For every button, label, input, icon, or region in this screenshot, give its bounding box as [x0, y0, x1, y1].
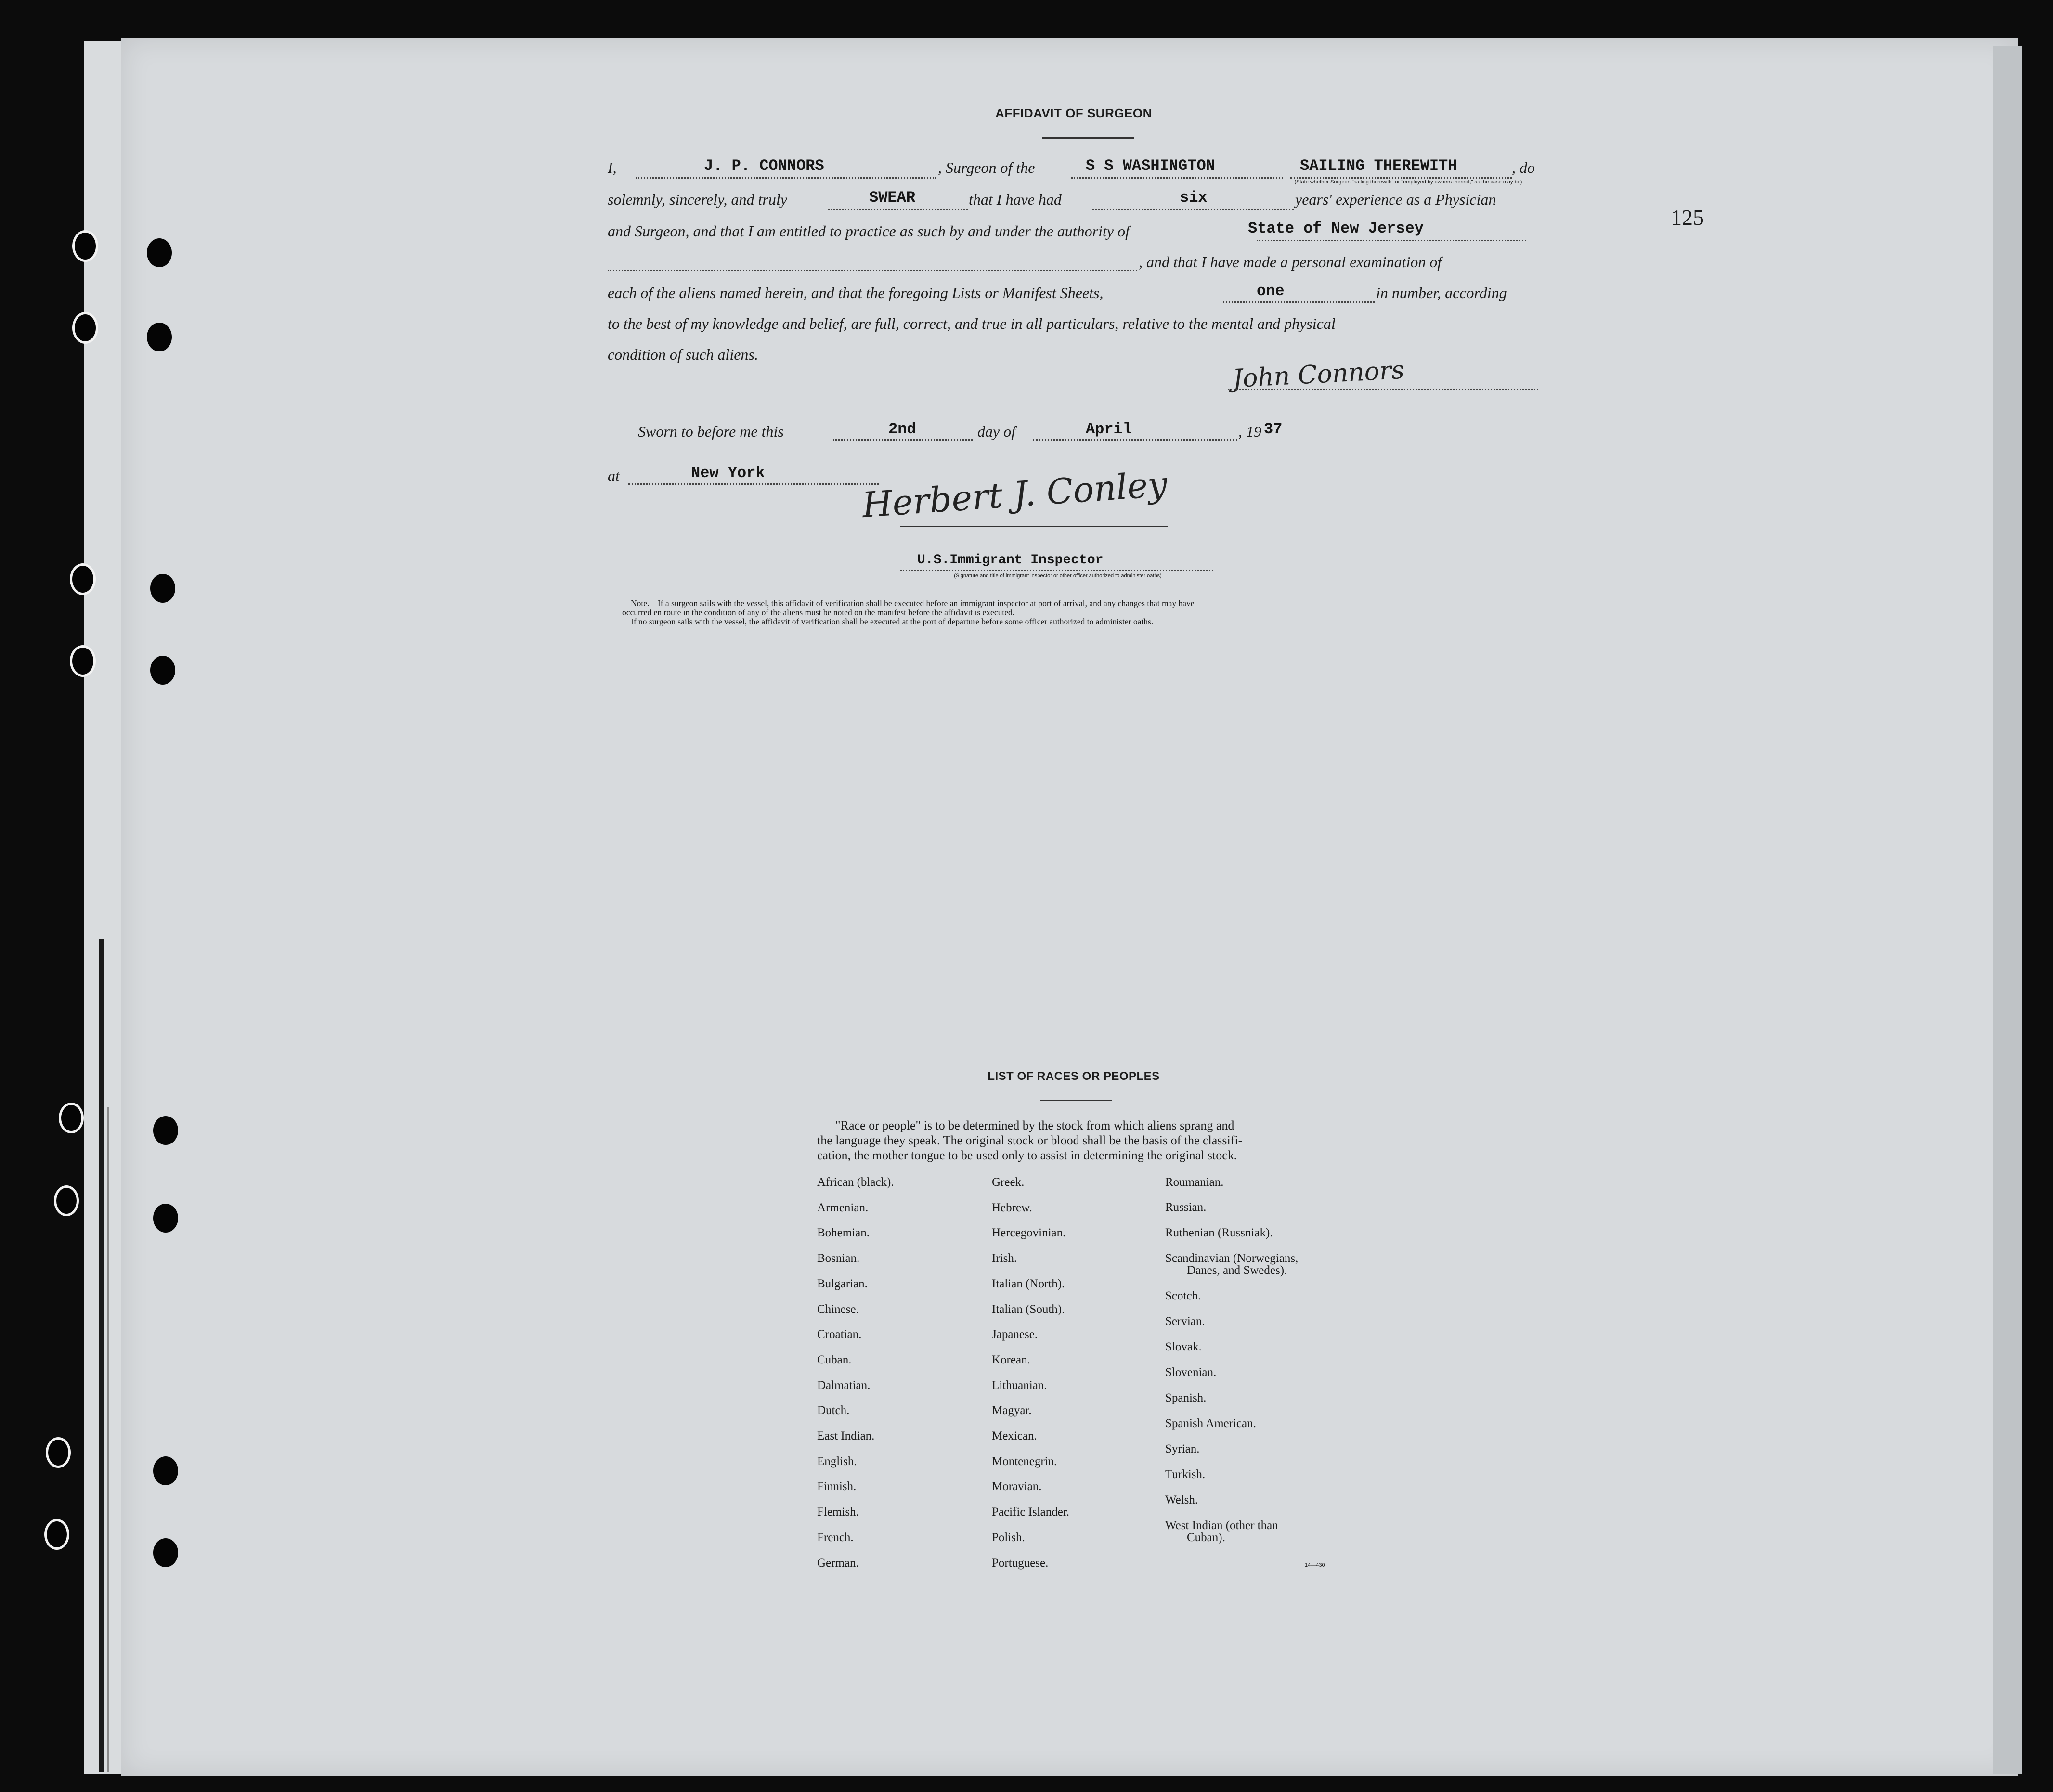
affidavit-text: years' experience as a Physician	[1295, 191, 1496, 208]
race-item: West Indian (other than	[1165, 1519, 1278, 1532]
race-item: Slovak.	[1165, 1340, 1202, 1353]
race-item: Chinese.	[817, 1303, 859, 1316]
race-item: Bosnian.	[817, 1252, 860, 1265]
inspector-caption: (Signature and title of immigrant inspector or other officer authorized to administer oaths)	[954, 573, 1162, 579]
race-item: Flemish.	[817, 1506, 859, 1519]
race-item: Bulgarian.	[817, 1277, 868, 1290]
page-edge	[1993, 46, 2022, 1774]
races-intro: "Race or people" is to be determined by the stock from which aliens sprang and	[835, 1118, 1234, 1132]
note-text: If no surgeon sails with the vessel, the affidavit of verification shall be executed at the port of departure before some officer authorized to administer oaths.	[631, 617, 1154, 626]
vessel-name: S S WASHINGTON	[1086, 157, 1215, 175]
affidavit-text: to the best of my knowledge and belief, are full, correct, and true in all particulars, relative to the mental and physical	[608, 315, 1336, 332]
races-title: LIST OF RACES OR PEOPLES	[988, 1070, 1160, 1083]
fill-line	[828, 209, 968, 210]
race-item: Italian (South).	[992, 1303, 1065, 1316]
fill-line	[1092, 209, 1294, 210]
punch-hole	[153, 1538, 178, 1567]
race-item: Lithuanian.	[992, 1379, 1047, 1392]
fill-line	[1223, 301, 1375, 303]
affidavit-text: in number, according	[1376, 284, 1507, 301]
punch-hole	[150, 656, 175, 685]
race-item: Spanish American.	[1165, 1417, 1256, 1430]
race-item: German.	[817, 1557, 859, 1570]
races-intro: cation, the mother tongue to be used only to assist in determining the original stock.	[817, 1148, 1237, 1162]
race-item: Dutch.	[817, 1404, 850, 1417]
note-text: Note.—If a surgeon sails with the vessel, this affidavit of verification shall be executed before an immigrant inspector at port of arrival, and any changes that may have	[631, 598, 1195, 608]
race-item: Syrian.	[1165, 1442, 1200, 1455]
title-rule	[1040, 1100, 1112, 1101]
fill-line	[1290, 177, 1512, 179]
punch-hole	[44, 1519, 69, 1550]
affidavit-text: and Surgeon, and that I am entitled to practice as such by and under the authority of	[608, 222, 1130, 240]
affidavit-text: solemnly, sincerely, and truly	[608, 191, 787, 208]
signature-line	[900, 526, 1168, 527]
surgeon-status: SAILING THEREWITH	[1300, 157, 1457, 175]
race-item: Pacific Islander.	[992, 1506, 1070, 1519]
sworn-place: New York	[691, 464, 765, 482]
race-item: Slovenian.	[1165, 1366, 1217, 1379]
race-item: Greek.	[992, 1176, 1025, 1189]
race-item: Italian (North).	[992, 1277, 1065, 1290]
race-item: Croatian.	[817, 1328, 862, 1341]
punch-hole	[70, 563, 96, 595]
punch-hole	[153, 1116, 178, 1145]
race-item: Scotch.	[1165, 1289, 1201, 1302]
affidavit-text: , and that I have made a personal examination of	[1139, 253, 1442, 271]
race-item: Welsh.	[1165, 1493, 1198, 1506]
punch-hole	[147, 323, 172, 351]
race-item: Finnish.	[817, 1480, 857, 1493]
affidavit-text: day of	[977, 423, 1016, 440]
note-text: occurred en route in the condition of any of the aliens must be noted on the manifest before the affidavit is executed.	[622, 608, 1015, 617]
affidavit-text: each of the aliens named herein, and that the foregoing Lists or Manifest Sheets,	[608, 284, 1104, 301]
signature-line	[1228, 389, 1538, 390]
sworn-month: April	[1086, 420, 1132, 438]
affidavit-text: Sworn to before me this	[638, 423, 784, 440]
race-item: Spanish.	[1165, 1391, 1207, 1404]
race-item: Turkish.	[1165, 1468, 1206, 1481]
fill-line	[1257, 240, 1526, 241]
punch-hole	[153, 1456, 178, 1485]
race-item: Bohemian.	[817, 1226, 870, 1239]
punch-hole	[147, 238, 172, 267]
sheet-count: one	[1257, 282, 1285, 300]
race-item: Cuban).	[1187, 1531, 1225, 1544]
race-item: Korean.	[992, 1353, 1030, 1366]
race-item: Japanese.	[992, 1328, 1038, 1341]
race-item: Scandinavian (Norwegians,	[1165, 1252, 1299, 1265]
race-item: Ruthenian (Russniak).	[1165, 1226, 1273, 1239]
race-item: Russian.	[1165, 1201, 1207, 1214]
affidavit-text: condition of such aliens.	[608, 346, 758, 363]
race-item: Danes, and Swedes).	[1187, 1264, 1287, 1277]
status-caption: (State whether Surgeon "sailing therewith" or "employed by owners thereof," as the case may be)	[1294, 179, 1522, 185]
punch-hole	[59, 1103, 84, 1133]
punch-hole	[54, 1185, 79, 1216]
inspector-title: U.S.Immigrant Inspector	[917, 553, 1104, 568]
surgeon-name: J. P. CONNORS	[704, 157, 824, 175]
race-item: Polish.	[992, 1531, 1025, 1544]
race-item: Servian.	[1165, 1315, 1205, 1328]
form-number: 14—430	[1305, 1562, 1325, 1568]
sworn-day: 2nd	[888, 420, 916, 438]
race-item: Armenian.	[817, 1201, 869, 1214]
race-item: Moravian.	[992, 1480, 1042, 1493]
punch-hole	[72, 230, 98, 262]
years-experience: six	[1180, 189, 1208, 207]
punch-hole	[72, 312, 98, 344]
race-item: Cuban.	[817, 1353, 852, 1366]
affidavit-text: , Surgeon of the	[938, 159, 1035, 176]
race-item: African (black).	[817, 1176, 894, 1189]
binding-edge	[107, 1107, 109, 1772]
race-item: Hercegovinian.	[992, 1226, 1066, 1239]
race-item: East Indian.	[817, 1429, 875, 1442]
race-item: English.	[817, 1455, 857, 1468]
race-item: French.	[817, 1531, 854, 1544]
race-item: Montenegrin.	[992, 1455, 1057, 1468]
sworn-year: 37	[1264, 420, 1283, 438]
punch-hole	[153, 1204, 178, 1233]
race-item: Mexican.	[992, 1429, 1037, 1442]
punch-hole	[150, 574, 175, 603]
affidavit-text: at	[608, 467, 620, 484]
affidavit-text: I,	[608, 159, 617, 176]
race-item: Irish.	[992, 1252, 1017, 1265]
inspector-signature: Herbert J. Conley	[860, 463, 1169, 526]
fill-line	[1033, 439, 1237, 441]
fill-line	[608, 270, 1137, 271]
licensing-authority: State of New Jersey	[1248, 220, 1424, 237]
race-item: Magyar.	[992, 1404, 1032, 1417]
fill-line	[900, 570, 1213, 571]
affidavit-text: , do	[1512, 159, 1535, 176]
affidavit-text: that I have had	[969, 191, 1062, 208]
fill-line	[833, 439, 973, 441]
race-item: Roumanian.	[1165, 1176, 1224, 1189]
fill-line	[1071, 177, 1283, 179]
surgeon-signature: John Connors	[1232, 355, 1405, 394]
binding-edge	[99, 939, 104, 1772]
binding-strip	[84, 41, 126, 1774]
punch-hole	[46, 1437, 71, 1468]
oath-type: SWEAR	[869, 189, 916, 207]
punch-hole	[70, 645, 96, 677]
races-intro: the language they speak. The original stock or blood shall be the basis of the classifi-	[817, 1133, 1243, 1147]
fill-line	[636, 177, 936, 179]
page-number: 125	[1671, 205, 1704, 230]
race-item: Hebrew.	[992, 1201, 1032, 1214]
affidavit-text: , 19	[1238, 423, 1261, 440]
race-item: Portuguese.	[992, 1557, 1049, 1570]
title-rule	[1042, 137, 1134, 139]
affidavit-title: AFFIDAVIT OF SURGEON	[995, 106, 1152, 120]
race-item: Dalmatian.	[817, 1379, 871, 1392]
fill-line	[628, 483, 879, 485]
